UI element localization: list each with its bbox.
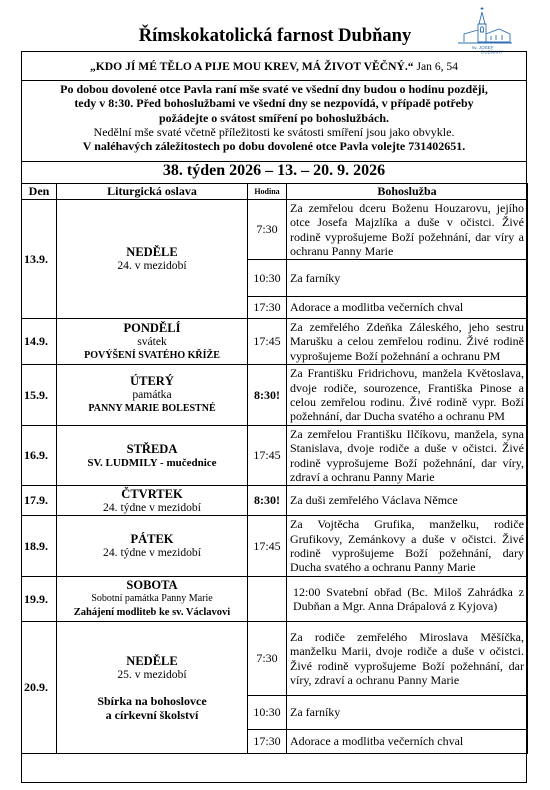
celebration-line: 24. týdne v mezidobí [103, 546, 201, 559]
table-header-row [22, 184, 528, 200]
notice-line: V naléhavých záležitostech po dobu dovolené otce Pavla volejte 731402651. [82, 139, 466, 154]
table-row [22, 426, 528, 486]
notice-line: tedy v 8:30. Před bohoslužbami ve všední dny se nezpovídá, v případě potřeby [74, 96, 474, 111]
service-intention: Za Františku Fridrichovu, manžela Květoslava, dvoje rodiče, sourozence, Františka Pinose a celou zemřelou rodinu. Živé rodině vypr. Boží požehnání, dar Ducha svatého a ochranu PM [287, 365, 528, 426]
service-intention: Za zemřelého Zdeňka Záleského, jeho sestru Marušku a celou zemřelou rodinu. Živé rodině vyprošujeme Boží požehnání a ochranu PM [287, 319, 528, 365]
day-name: PÁTEK [130, 532, 174, 546]
celebration-line: 24. v mezidobí [117, 259, 187, 272]
liturgical-celebration [57, 319, 248, 365]
celebration-line: 25. v mezidobí [117, 667, 187, 681]
quote-text: „KDO JÍ MÉ TĚLO A PIJE MOU KREV, MÁ ŽIVOT VĚČNÝ.“ [89, 60, 414, 73]
service-time: 17:30 [248, 730, 287, 754]
service-time: 8:30! [248, 365, 287, 426]
service-time: 17:30 [248, 297, 287, 319]
schedule-table [21, 183, 528, 754]
table-row [22, 319, 528, 365]
notice-line: Nedělní mše svaté včetně příležitosti ke svátosti smíření jsou jako obvykle. [93, 124, 455, 139]
liturgical-celebration [57, 622, 248, 754]
column-header-liturgy: Liturgická oslava [57, 184, 248, 200]
day-date: 19.9. [22, 577, 57, 622]
service-time: 10:30 [248, 260, 287, 297]
service-intention: Za zemřelou dceru Boženu Houzarovu, jejího otce Josefa Majzlíka a duše v očistci. Živé rodině vyprošujeme Boží požehnání, dar víry a ochranu Panny Marie [287, 200, 528, 260]
service-intention: Za farníky [287, 260, 528, 297]
page-title: Římskokatolická farnost Dubňany [138, 26, 412, 46]
service-time: 17:45 [248, 516, 287, 577]
service-intention: Za Vojtěcha Grufika, manželku, rodiče Grufikovy, Zemánkovy a duše v očistci. Živé rodině vyprošujeme Boží požehnání, dary Ducha svatého a ochranu Panny Marie [287, 516, 528, 577]
vacation-notice [21, 82, 527, 153]
liturgical-celebration [57, 365, 248, 426]
table-row [22, 516, 528, 577]
celebration-line: památka [132, 388, 172, 401]
service-time: 10:30 [248, 696, 287, 730]
quote-reference: Jan 6, 54 [416, 60, 459, 73]
service-time: 7:30 [248, 200, 287, 260]
day-name: SOBOTA [126, 578, 178, 592]
table-row [22, 622, 528, 696]
liturgical-celebration [57, 200, 248, 319]
day-date: 13.9. [22, 200, 57, 319]
table-row [22, 486, 528, 516]
scripture-quote [21, 60, 527, 73]
celebration-line: PANNY MARIE BOLESTNÉ [88, 403, 216, 414]
service-time: 17:45 [248, 426, 287, 486]
day-date: 20.9. [22, 622, 57, 754]
service-intention: Za duši zemřelého Václava Němce [287, 486, 528, 516]
day-date: 18.9. [22, 516, 57, 577]
divider [21, 80, 527, 81]
day-name: ÚTERÝ [130, 374, 174, 388]
day-name: STŘEDA [126, 441, 178, 456]
column-header-day: Den [22, 184, 57, 200]
day-date: 15.9. [22, 365, 57, 426]
liturgical-celebration [57, 426, 248, 486]
service-time [248, 577, 287, 622]
notice-line: Po dobou dovolené otce Pavla raní mše svaté ve všední dny budou o hodinu později, [60, 82, 488, 96]
service-intention: Za zemřelou Františku Ilčíkovu, manžela, syna Stanislava, dvoje rodiče a duše v očistci. Živé rodině vyprošujeme Boží požehnání, dar víry, zdraví a ochranu Panny Marie [287, 426, 528, 486]
service-time: 8:30! [248, 486, 287, 516]
day-date: 14.9. [22, 319, 57, 365]
collection-line: a církevní školství [105, 707, 199, 722]
day-name: PONDĚLÍ [123, 320, 181, 335]
liturgical-celebration [57, 516, 248, 577]
day-name: NEDĚLE [126, 245, 178, 259]
service-time: 7:30 [248, 622, 287, 696]
table-row [22, 577, 528, 622]
collection-line: Sbírka na bohoslovce [97, 693, 207, 708]
celebration-line: POVÝŠENÍ SVATÉHO KŘÍŽE [84, 349, 220, 361]
celebration-line: Zahájení modliteb ke sv. Václavovi [73, 607, 231, 618]
service-intention: Adorace a modlitba večerních chval [287, 297, 528, 319]
celebration-line: 24. týdne v mezidobí [103, 500, 201, 514]
day-date: 16.9. [22, 426, 57, 486]
logo-text-1: sv. JOSEF [472, 45, 494, 50]
service-intention: Za rodiče zemřelého Miroslava Měšíčka, manželku Marii, dvoje rodiče a duše v očistci. Živé rodině vyprošujeme Boží požehnání, dar víry, zdraví a ochranu Panny Marie [287, 622, 528, 696]
logo-text-2: DUBŇANY [481, 49, 504, 54]
week-heading: 38. týden 2026 – 13. – 20. 9. 2026 [162, 162, 386, 179]
service-time: 17:45 [248, 319, 287, 365]
day-name: NEDĚLE [126, 653, 178, 668]
column-header-time: Hodina [248, 184, 287, 200]
celebration-line: svátek [137, 334, 167, 348]
table-row [22, 200, 528, 260]
column-header-service: Bohoslužba [287, 184, 528, 200]
church-logo [452, 6, 516, 54]
service-intention: Adorace a modlitba večerních chval [287, 730, 528, 754]
table-row [22, 365, 528, 426]
day-date: 17.9. [22, 486, 57, 516]
day-name: ČTVRTEK [121, 486, 183, 501]
liturgical-celebration [57, 486, 248, 516]
service-intention: 12:00 Svatební obřad (Bc. Miloš Zahrádka z Dubňan a Mgr. Anna Drápalová z Kyjova) [287, 577, 528, 622]
liturgical-celebration [57, 577, 248, 622]
service-intention: Za farníky [287, 696, 528, 730]
celebration-line: SV. LUDMILY - mučednice [87, 456, 217, 469]
celebration-line: Sobotní památka Panny Marie [91, 593, 213, 604]
notice-line: požádejte o svátost smíření po bohoslužbách. [158, 110, 389, 125]
